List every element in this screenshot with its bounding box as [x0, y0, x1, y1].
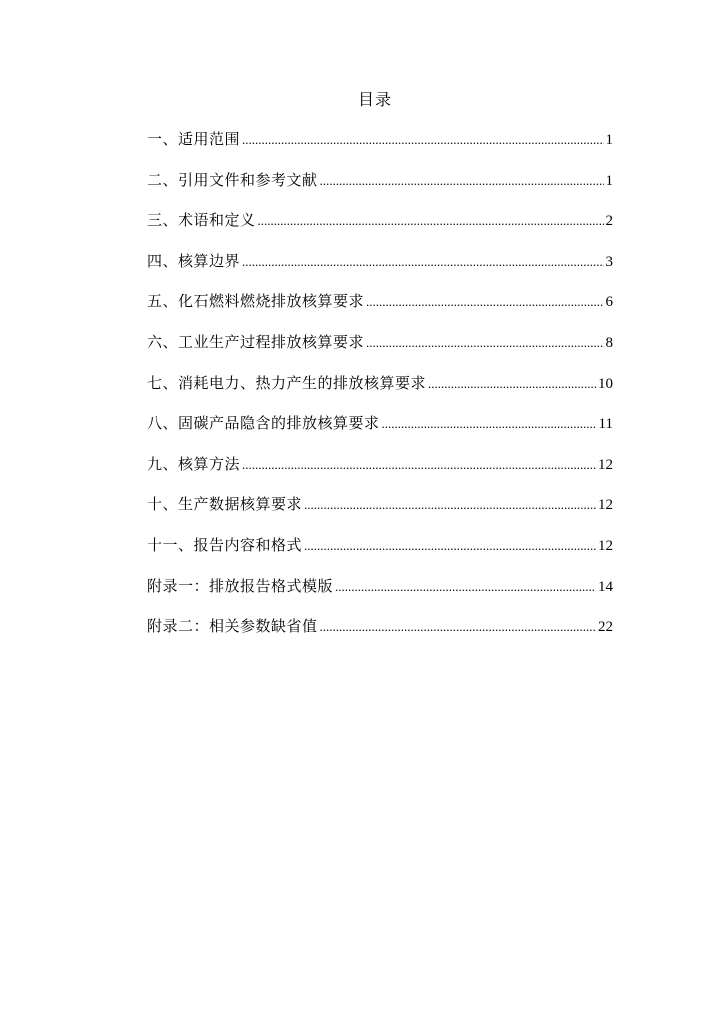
toc-dot-leader: [242, 129, 603, 151]
toc-dot-leader: [304, 535, 596, 557]
toc-entry[interactable]: [147, 331, 613, 372]
toc-dot-leader: [320, 170, 604, 192]
toc-entry-page: 3: [605, 253, 613, 270]
toc-dot-leader: [366, 332, 603, 354]
toc-entry-label: 十一、报告内容和格式: [147, 535, 303, 554]
toc-entry[interactable]: [147, 412, 613, 453]
toc-entry-page: 8: [605, 334, 613, 351]
toc-entry-page: 22: [598, 619, 613, 636]
toc-list: [147, 128, 613, 656]
toc-entry-label: 八、固碳产品隐含的排放核算要求: [147, 414, 380, 433]
toc-entry-page: 11: [598, 416, 613, 433]
toc-dot-leader: [428, 373, 596, 395]
toc-entry-label: 附录二：相关参数缺省值: [147, 617, 318, 636]
toc-entry[interactable]: [147, 493, 613, 534]
toc-entry[interactable]: [147, 372, 613, 413]
toc-entry[interactable]: [147, 534, 613, 575]
toc-entry-label: 九、核算方法: [147, 454, 241, 473]
toc-entry-label: 一、适用范围: [147, 130, 241, 148]
toc-entry-page: 6: [605, 294, 613, 311]
toc-dot-leader: [242, 454, 596, 476]
toc-dot-leader: [366, 291, 603, 313]
toc-entry[interactable]: [147, 575, 613, 616]
toc-dot-leader: [335, 576, 596, 598]
toc-entry[interactable]: [147, 615, 613, 656]
toc-entry[interactable]: [147, 290, 613, 331]
toc-dot-leader: [258, 210, 604, 232]
toc-entry-label: 二、引用文件和参考文献: [147, 170, 318, 189]
toc-entry-label: 附录一：排放报告格式模版: [147, 576, 334, 595]
toc-entry-page: 1: [605, 132, 613, 148]
toc-entry-label: 六、工业生产过程排放核算要求: [147, 332, 365, 351]
toc-entry[interactable]: [147, 128, 613, 169]
toc-entry-label: 四、核算边界: [147, 251, 241, 270]
toc-entry[interactable]: [147, 209, 613, 250]
toc-entry-page: 12: [598, 537, 613, 554]
toc-entry[interactable]: [147, 169, 613, 210]
toc-entry-page: 1: [605, 172, 613, 189]
toc-dot-leader: [242, 251, 603, 273]
toc-entry-label: 十、生产数据核算要求: [147, 495, 303, 514]
toc-entry-label: 五、化石燃料燃烧排放核算要求: [147, 292, 365, 311]
toc-entry-page: 10: [598, 375, 613, 392]
toc-entry-page: 12: [598, 456, 613, 473]
toc-entry[interactable]: [147, 250, 613, 291]
toc-entry-page: 14: [598, 578, 613, 595]
toc-dot-leader: [320, 616, 596, 638]
toc-title: 目录: [357, 90, 392, 109]
toc-dot-leader: [382, 413, 597, 435]
toc-entry-page: 12: [598, 497, 613, 514]
toc-entry[interactable]: [147, 453, 613, 494]
toc-entry-label: 七、消耗电力、热力产生的排放核算要求: [147, 373, 427, 392]
toc-entry-label: 三、术语和定义: [147, 211, 256, 230]
toc-dot-leader: [304, 494, 596, 516]
toc-entry-page: 2: [605, 213, 613, 230]
